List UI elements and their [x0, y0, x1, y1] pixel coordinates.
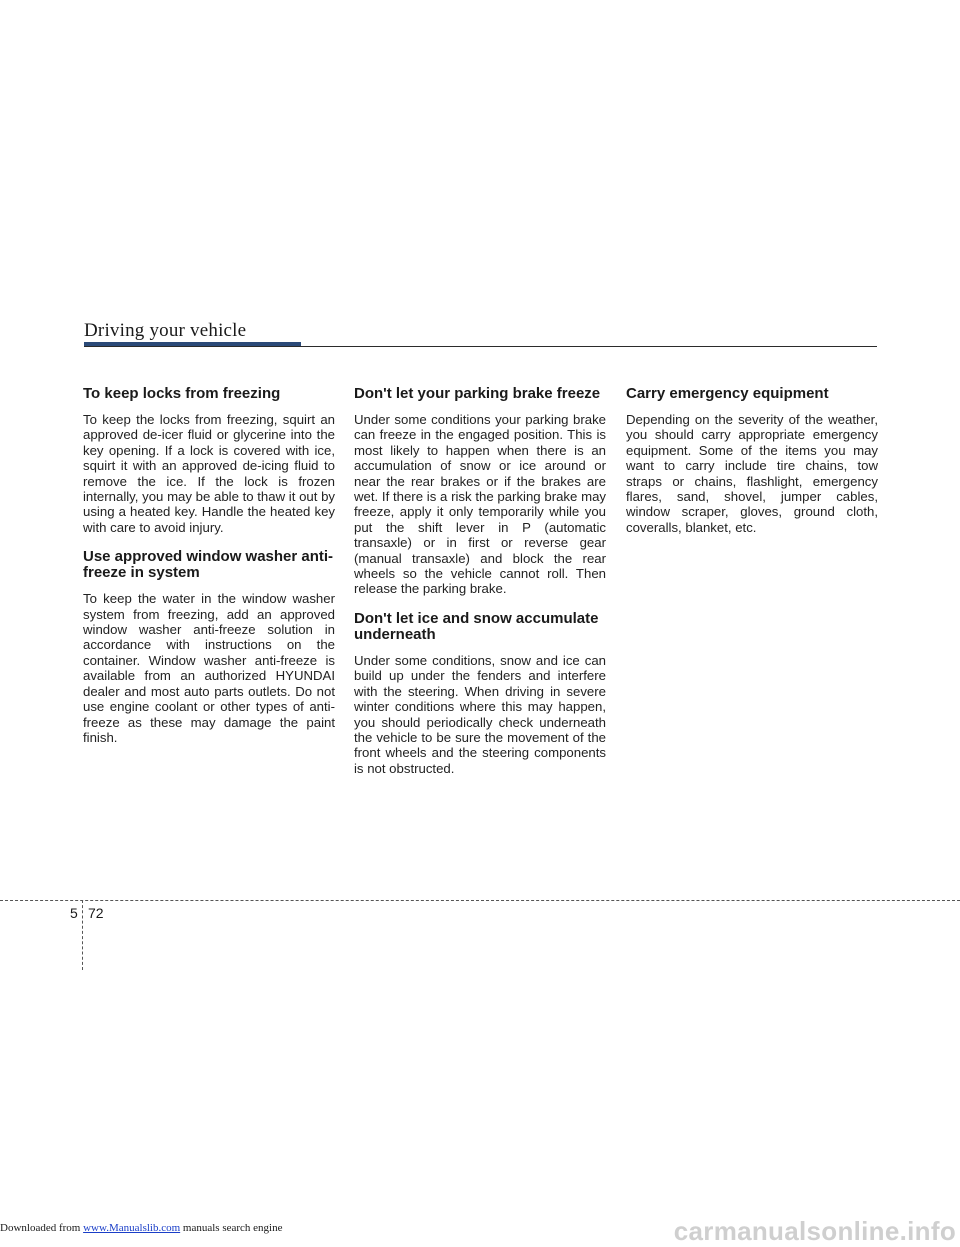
page-number-divider — [82, 900, 83, 970]
section-heading: Don't let ice and snow accumulate underneath — [354, 609, 599, 643]
footer-prefix: Downloaded from — [0, 1222, 84, 1234]
section-ice-snow — [354, 611, 606, 776]
section-emergency — [626, 386, 878, 535]
section-body: Under some conditions, snow and ice can build up under the fenders and interfere with the steering. When driving in severe winter conditions where this may happen, you should periodically check underneath the vehicle to be sure the movement of the front wheels and the steering components is not obstructed. — [354, 652, 606, 776]
section-body: Under some conditions your parking brake can freeze in the engaged position. This is most likely to happen when there is an accumulation of snow or ice around or near the rear brakes or if the brakes are wet. If there is a risk the parking brake may freeze, apply it only temporarily while you put the shift lever in P (automatic transaxle) or in first or reverse gear (manual transaxle) and block the rear wheels so the vehicle cannot roll. Then release the parking brake. — [354, 412, 606, 597]
section-body: Depending on the severity of the weather, you should carry appropriate emergency equipment. Some of the items you may want to carry include tire chains, tow straps or chains, flashlight, emergency flares, sand, shovel, jumper cables, window scraper, gloves, ground cloth, coveralls, blanket, etc. — [626, 412, 878, 535]
page-divider — [0, 900, 960, 901]
download-footer — [0, 1222, 282, 1234]
header-rule — [84, 346, 877, 347]
section-heading: Don't let your parking brake freeze — [354, 385, 601, 402]
watermark: carmanualsonline.info — [673, 1216, 956, 1246]
column-left — [83, 386, 335, 759]
section-locks — [83, 386, 335, 535]
section-heading: To keep locks from freezing — [83, 385, 281, 402]
chapter-number: 5 — [70, 905, 78, 921]
footer-suffix: manuals search engine — [180, 1222, 283, 1234]
section-parking-brake — [354, 386, 606, 597]
page-header-title: Driving your vehicle — [84, 320, 247, 341]
section-heading: Use approved window washer anti-freeze in system — [83, 548, 334, 582]
section-washer — [83, 549, 335, 745]
page-number: 72 — [88, 905, 104, 921]
section-body: To keep the locks from freezing, squirt an approved de-icer fluid or glycerine into the key opening. If a lock is covered with ice, squirt it with an approved de-icing fluid to remove the ice. If the lock is frozen internally, you may be able to thaw it out by using a heated key. Handle the heated key with care to avoid injury. — [83, 412, 335, 535]
section-body: To keep the water in the window washer system from freezing, add an approved window washer anti-freeze solution in accordance with instructions on the container. Window washer anti-freeze is available from an authorized HYUNDAI dealer and most auto parts outlets. Do not use engine coolant or other types of anti-freeze as these may damage the paint finish. — [83, 591, 335, 745]
manualslib-link[interactable]: www.Manualslib.com — [83, 1222, 181, 1234]
column-middle — [354, 386, 606, 790]
column-right — [626, 386, 878, 549]
section-heading: Carry emergency equipment — [626, 385, 829, 402]
